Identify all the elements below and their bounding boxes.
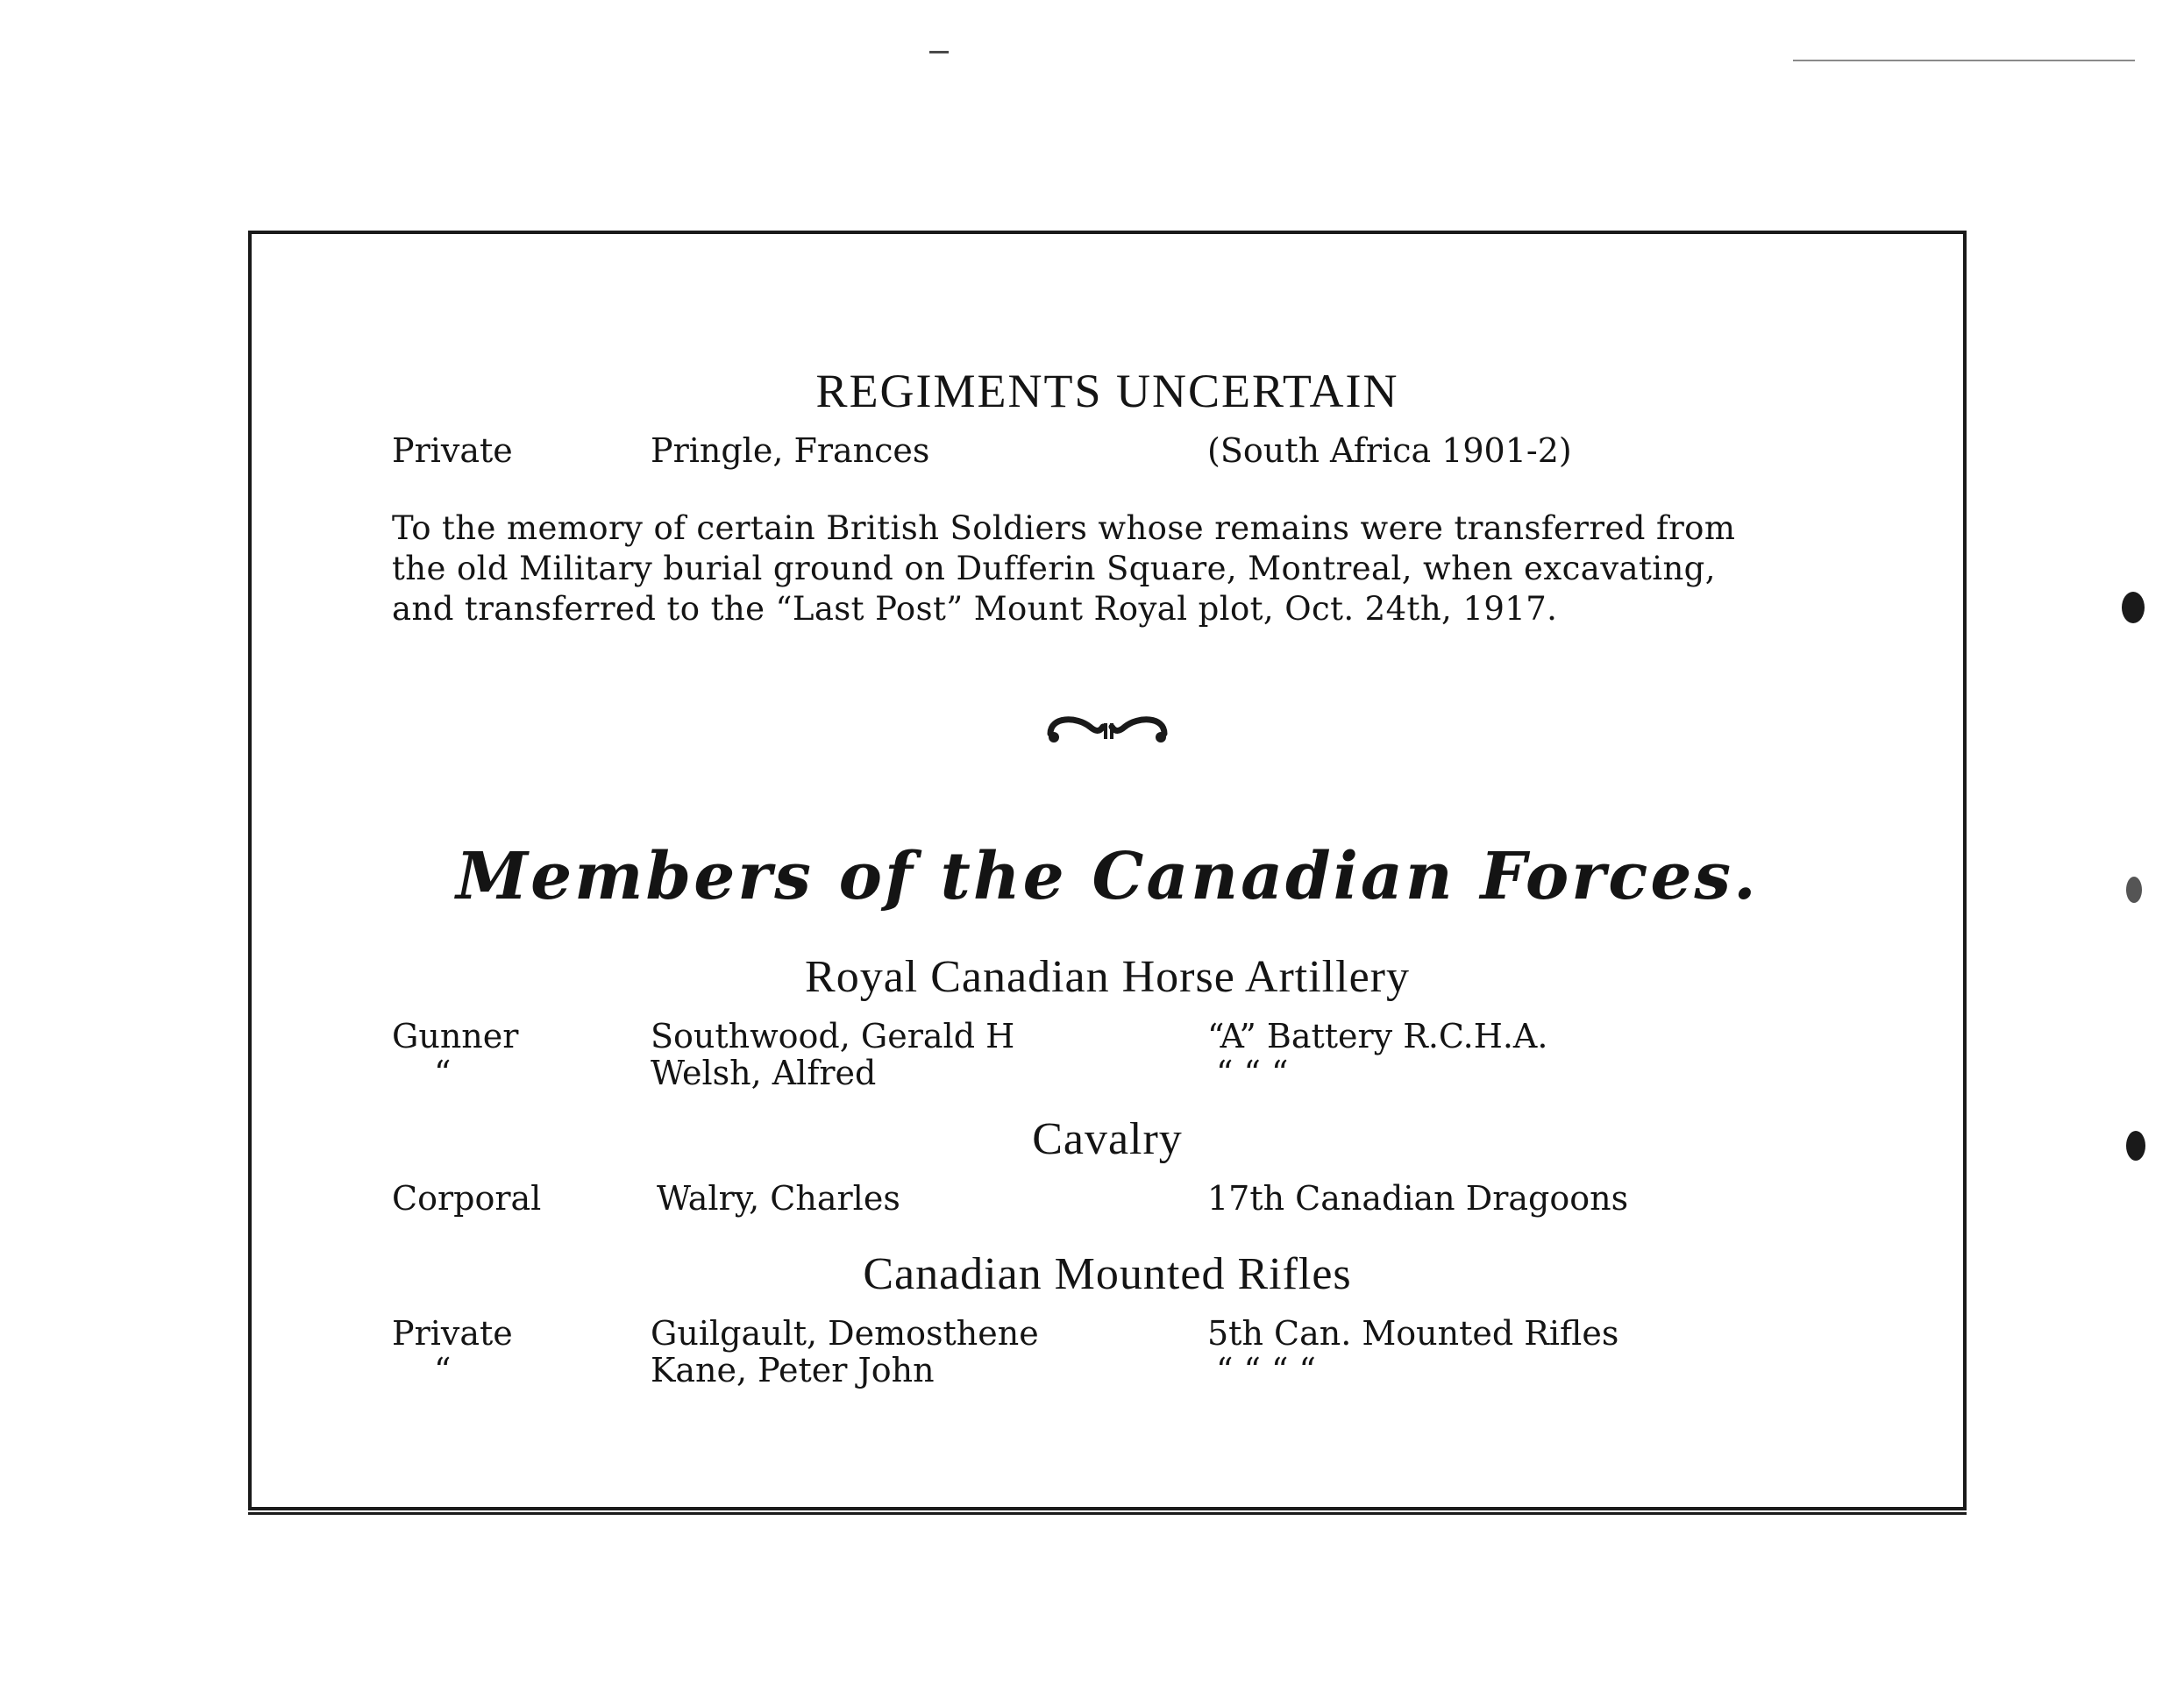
group-title-cavalry: Cavalry <box>1032 1114 1183 1164</box>
rank: Gunner <box>392 1017 519 1055</box>
scroll-ornament-icon <box>1042 707 1173 751</box>
scan-artifact <box>1793 60 2135 61</box>
unit-ditto: “ “ “ “ <box>1216 1351 1316 1389</box>
section-title-canadian-forces: Members of the Canadian Forces. <box>456 839 1759 914</box>
memorial-line: and transferred to the “Last Post” Mount Royal plot, Oct. 24th, 1917. <box>392 590 1558 628</box>
memorial-text <box>392 508 1830 629</box>
unit: 5th Can. Mounted Rifles <box>1207 1314 1619 1353</box>
soldier-name: Welsh, Alfred <box>651 1054 877 1092</box>
memorial-line: To the memory of certain British Soldiers whose remains were transferred from <box>392 509 1736 547</box>
ornament-divider <box>252 707 1963 751</box>
scan-artifact <box>2126 1131 2145 1161</box>
soldier-name: Guilgault, Demosthene <box>651 1314 1039 1353</box>
rank-ditto: “ <box>434 1351 452 1389</box>
soldier-name: Southwood, Gerald H <box>651 1017 1015 1055</box>
unit: “A” Battery R.C.H.A. <box>1207 1017 1548 1055</box>
rank: Private <box>392 431 513 470</box>
soldier-name: Pringle, Frances <box>651 431 930 470</box>
rank: Corporal <box>392 1179 542 1218</box>
rank-ditto: “ <box>434 1054 452 1092</box>
rank: Private <box>392 1314 513 1353</box>
unit: (South Africa 1901-2) <box>1207 431 1572 470</box>
memorial-card <box>248 231 1967 1510</box>
memorial-line: the old Military burial ground on Dufferin Square, Montreal, when excavating, <box>392 550 1716 587</box>
soldier-name: Walry, Charles <box>657 1179 900 1218</box>
scan-artifact <box>2126 877 2142 903</box>
soldier-name: Kane, Peter John <box>651 1351 935 1389</box>
scan-artifact <box>2122 592 2145 623</box>
group-title-rcha: Royal Canadian Horse Artillery <box>805 952 1410 1002</box>
scan-artifact <box>929 51 949 53</box>
section-title-regiments-uncertain: REGIMENTS UNCERTAIN <box>815 365 1399 417</box>
group-title-cmr: Canadian Mounted Rifles <box>863 1249 1352 1299</box>
unit-ditto: “ “ “ <box>1216 1054 1289 1092</box>
unit: 17th Canadian Dragoons <box>1207 1179 1629 1218</box>
